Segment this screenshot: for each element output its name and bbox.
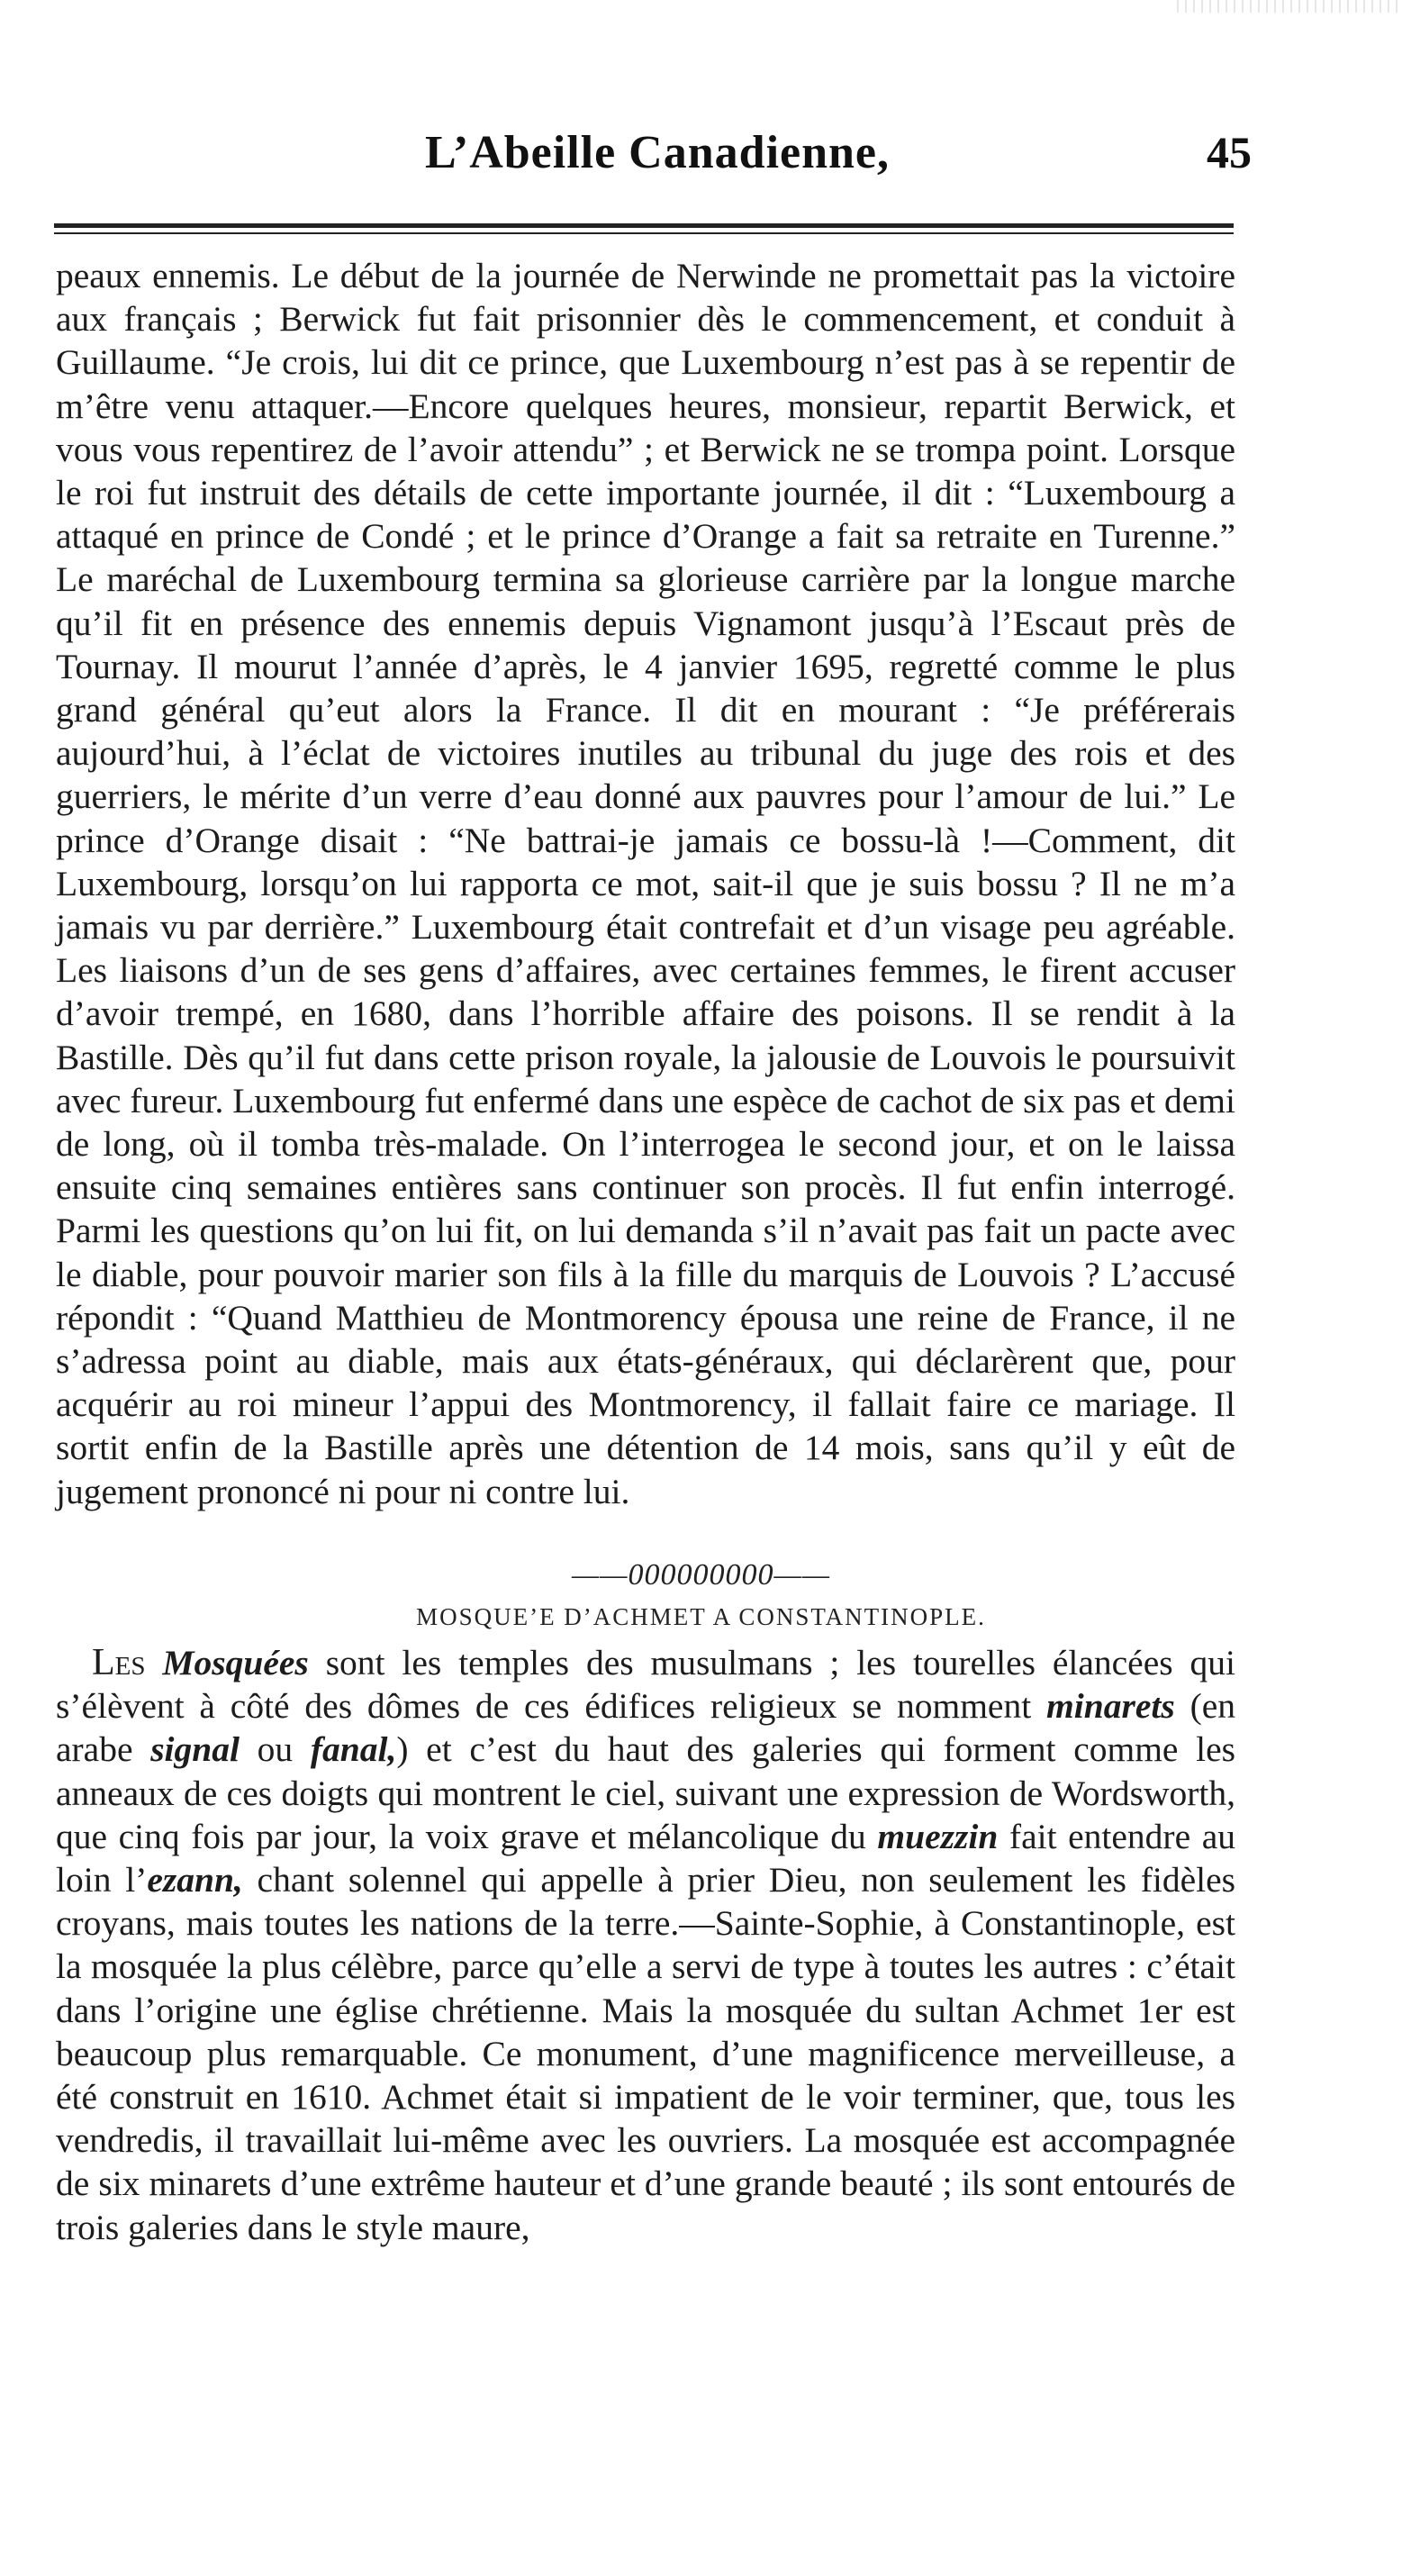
page-number: 45: [1207, 127, 1252, 177]
article-emphasis: muezzin: [877, 1816, 999, 1856]
article-emphasis: ezann,: [147, 1860, 243, 1900]
article-emphasis: fanal,: [310, 1729, 397, 1770]
article-paragraph: [56, 1641, 1235, 2249]
header-rule-thick: [54, 223, 1234, 228]
page-speckle: [1177, 0, 1402, 13]
article-emphasis: Mosquées: [162, 1643, 309, 1683]
article-text-run: sont les temples des musulmans ; les tourelles élancées qui s’élèvent à côté des dômes de ces édifices religieux se nomment: [56, 1643, 1235, 1727]
article-text-run: [146, 1643, 163, 1683]
continued-article: [56, 254, 1235, 1513]
article-heading: MOSQUE’E D’ACHMET A CONSTANTINOPLE.: [416, 1603, 986, 1630]
article-lead-word: Les: [92, 1642, 146, 1683]
continued-paragraph: peaux ennemis. Le début de la journée de Nerwinde ne promettait pas la victoire aux français ; Berwick fut fait prisonnier dès le commencement, et conduit à Guillaume. “Je crois, lui dit ce prince, que Luxembourg n’est pas à se repentir de m’être venu attaquer.—Encore quelques heures, monsieur, repartit Berwick, et vous vous repentirez de l’avoir attendu” ; et Berwick ne se trompa point. Lorsque le roi fut instruit des détails de cette importante journée, il dit : “Luxembourg a attaqué en prince de Condé ; et le prince d’Orange a fait sa retraite en Turenne.” Le maréchal de Luxembourg termina sa glorieuse carrière par la longue marche qu’il fit en présence des ennemis depuis Vignamont jusqu’à l’Escaut près de Tournay. Il mourut l’année d’après, le 4 janvier 1695, regretté comme le plus grand général qu’eut alors la France. Il dit en mourant : “Je préférerais aujourd’hui, à l’éclat de victoires inutiles au tribunal du juge des rois et des guerriers, le mérite d’un verre d’eau donné aux pauvres pour l’amour de lui.” Le prince d’Orange disait : “Ne battrai-je jamais ce bossu-là !—Comment, dit Luxembourg, lorsqu’on lui rapporta ce mot, sait-il que je suis bossu ? Il ne m’a jamais vu par derrière.” Luxembourg était contrefait et d’un visage peu agréable. Les liaisons d’un de ses gens d’affaires, avec certaines femmes, le firent accuser d’avoir trempé, en 1680, dans l’horrible affaire des poisons. Il se rendit à la Bastille. Dès qu’il fut dans cette prison royale, la jalousie de Louvois le poursuivit avec fureur. Luxembourg fut enfermé dans une espèce de cachot de six pas et demi de long, où il tomba très-malade. On l’interrogea le second jour, et on le laissa ensuite cinq semaines entières sans continuer son procès. Il fut enfin interrogé. Parmi les questions qu’on lui fit, on lui demanda s’il n’avait pas fait un pacte avec le diable, pour pouvoir marier son fils à la fille du marquis de Louvois ? L’accusé répondit : “Quand Matthieu de Montmorency épousa une reine de France, il ne s’adressa point au diable, mais aux états-généraux, qui déclarèrent que, pour acquérir au roi mineur l’appui des Montmorency, il fallait faire ce mariage. Il sortit enfin de la Bastille après une détention de 14 mois, sans qu’il y eût de jugement prononcé ni pour ni contre lui.: [56, 256, 1235, 1511]
running-head: [54, 126, 1252, 189]
article-emphasis: minarets: [1046, 1686, 1175, 1727]
section-separator: ——000000000——: [572, 1558, 830, 1592]
header-rule-thin: [54, 232, 1234, 234]
mosque-article: [56, 1641, 1235, 2249]
article-text-run: chant solennel qui appelle à prier Dieu, non seulement les fidèles croyans, mais toutes les nations de la terre.—Sainte-Sophie, à Constantinople, est la mosquée la plus célèbre, parce qu’elle a servi de type à toutes les autres : c’était dans l’origine une église chrétienne. Mais la mosquée du sultan Achmet 1er est beaucoup plus remarquable. Ce monument, d’une magnificence merveilleuse, a été construit en 1610. Achmet était si impatient de le voir terminer, que, tous les vendredis, il travaillait lui-même avec les ouvriers. La mosquée est accompagnée de six minarets d’une extrême hauteur et d’une grande beauté ; ils sont entourés de trois galeries dans le style maure,: [56, 1860, 1235, 2247]
article-emphasis: signal: [150, 1729, 240, 1770]
article-text-run: fait entendre au loin l’: [56, 1816, 1235, 1900]
article-text-run: ou: [239, 1729, 311, 1770]
running-title: L’Abeille Canadienne,: [424, 127, 891, 178]
article-text-run: (en arabe: [56, 1686, 1236, 1770]
article-text-run: ) et c’est du haut des galeries qui forment comme les anneaux de ces doigts qui montrent le ciel, suivant une expression de Wordsworth, que cinq fois par jour, la voix grave et mélancolique du: [56, 1729, 1236, 1856]
